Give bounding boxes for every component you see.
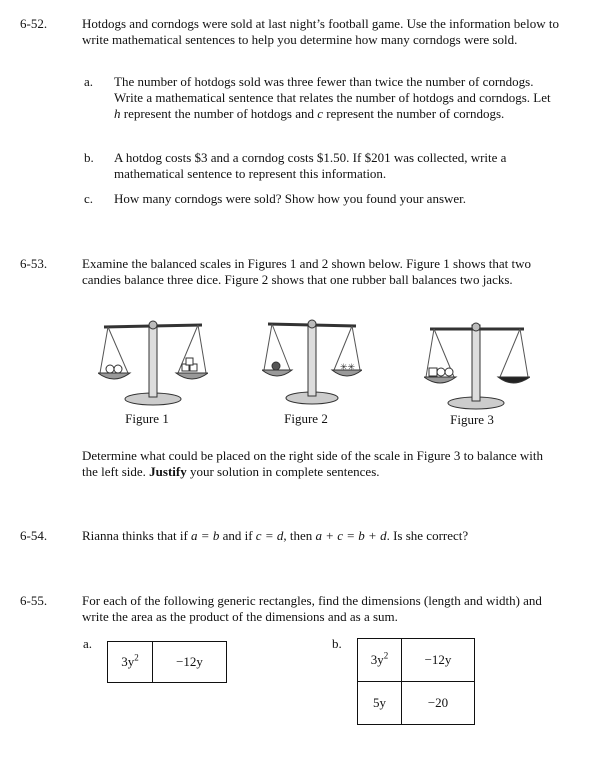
part-label-c: c.	[84, 191, 94, 206]
rect-a-label: a.	[83, 636, 93, 651]
balance-scale-figure-3	[424, 315, 530, 411]
problem-number-6-53: 6-53.	[20, 256, 48, 271]
problem-6-54-text: Rianna thinks that if a = b and if c = d, then a + c = b + d. Is she correct?	[82, 528, 469, 543]
problem-6-52-part-b: A hotdog costs $3 and a corndog costs $1.50. If $201 was collected, write a mathematical sentence to represent this information.	[114, 150, 507, 181]
rect-b-label: b.	[332, 636, 342, 651]
problem-6-53-intro: Examine the balanced scales in Figures 1 and 2 shown below. Figure 1 shows that two candies balance three dice. Figure 2 shows that one rubber ball balances two jacks.	[82, 256, 532, 287]
generic-rectangle-a	[107, 641, 227, 683]
problem-number-6-55: 6-55.	[20, 593, 48, 608]
rect-b-cell-3: 5y	[358, 682, 402, 725]
rect-b-cell-2: −12y	[402, 639, 475, 682]
problem-number-6-54: 6-54.	[20, 528, 48, 543]
rect-b-cell-1: $3y^2$	[358, 639, 402, 682]
figure-3-caption: Figure 3	[450, 412, 494, 427]
part-label-b: b.	[84, 150, 94, 165]
problem-number-6-52: 6-52.	[20, 16, 48, 31]
balance-scale-figure-1	[98, 315, 208, 407]
part-label-a: a.	[84, 74, 94, 89]
generic-rectangle-b	[357, 638, 475, 725]
problem-6-55-intro: For each of the following generic rectangles, find the dimensions (length and width) and write the area as the product of the dimensions and as a sum.	[82, 593, 542, 624]
figure-1-caption: Figure 1	[125, 411, 169, 426]
problem-6-53-question: Determine what could be placed on the right side of the scale in Figure 3 to balance with the left side. Justify your solution in complete sentences.	[82, 448, 543, 479]
balance-scale-figure-2	[262, 314, 362, 406]
rect-b-cell-4: −20	[402, 682, 475, 725]
rect-a-cell-1: $3y^2$	[108, 642, 153, 683]
figure-2-caption: Figure 2	[284, 411, 328, 426]
problem-6-52-intro: Hotdogs and corndogs were sold at last night’s football game. Use the information below to write mathematical sentences to help you determine how many corndogs were sold.	[82, 16, 559, 47]
svg-text:✳✳: ✳✳	[340, 363, 356, 373]
problem-6-52-part-a: The number of hotdogs sold was three fewer than twice the number of corndogs. Write a mathematical sentence that relates the number of hotdogs and corndogs. Let h represent the number of hotdogs and c represent the number of corndogs.	[114, 74, 551, 121]
problem-6-52-part-c: How many corndogs were sold? Show how you found your answer.	[114, 191, 467, 206]
rect-a-cell-2: −12y	[153, 642, 227, 683]
